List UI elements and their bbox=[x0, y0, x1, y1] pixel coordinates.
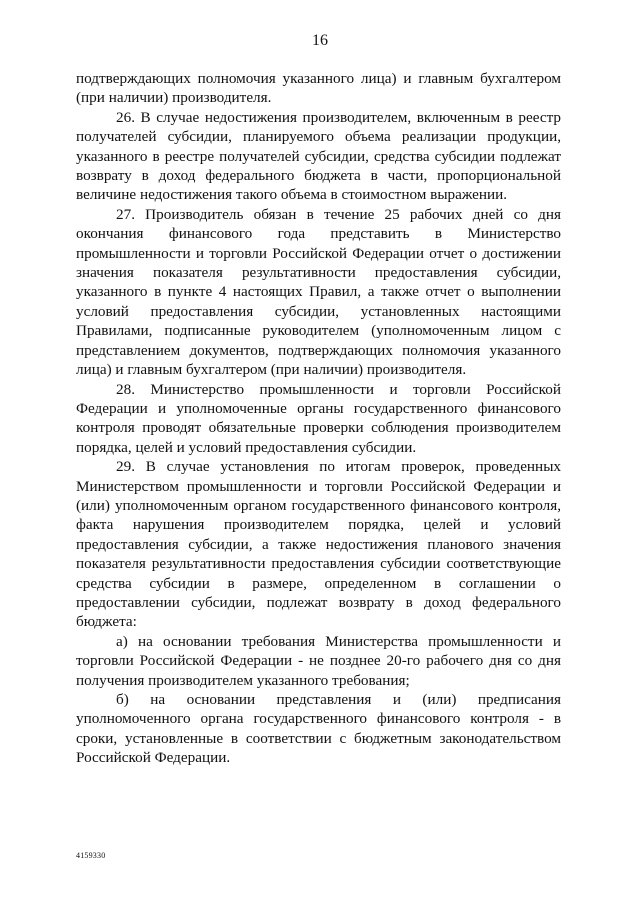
page-number: 16 bbox=[312, 32, 328, 49]
paragraph-27: 27. Производитель обязан в течение 25 рабочих дней со дня окончания финансового года представить в Министерство промышленности и торговли Российской Федерации отчет о достижении значения показателя результативности предоставления субсидии, указанного в пункте 4 настоящих Правил, а также отчет о выполнении условий предоставления субсидии, установленных настоящими Правилами, подписанные руководителем (уполномоченным лицом с представлением документов, подтверждающих полномочия указанного лица) и главным бухгалтером (при наличии) производителя. bbox=[76, 205, 561, 379]
paragraph-26: 26. В случае недостижения производителем, включенным в реестр получателей субсидии, планируемого объема реализации продукции, указанного в реестре получателей субсидии, средства субсидии подлежат возврату в доход федерального бюджета в части, пропорциональной величине недостижения такого объема в стоимостном выражении. bbox=[76, 108, 561, 204]
paragraph-28: 28. Министерство промышленности и торговли Российской Федерации и уполномоченные органы государственного финансового контроля проводят обязательные проверки соблюдения производителем порядка, целей и условий предоставления субсидии. bbox=[76, 380, 561, 456]
paragraph-continuation: подтверждающих полномочия указанного лица) и главным бухгалтером (при наличии) производителя. bbox=[76, 70, 561, 107]
document-code: 4159330 bbox=[76, 851, 106, 860]
subparagraph-a: а) на основании требования Министерства промышленности и торговли Российской Федерации - не позднее 20-го рабочего дня со дня получения производителем указанного требования; bbox=[76, 632, 561, 689]
subparagraph-b: б) на основании представления и (или) предписания уполномоченного органа государственного финансового контроля - в сроки, установленные в соответствии с бюджетным законодательством Российской Федерации. bbox=[76, 691, 561, 767]
document-body bbox=[76, 69, 561, 768]
paragraph-29: 29. В случае установления по итогам проверок, проведенных Министерством промышленности и торговли Российской Федерации и (или) уполномоченным органом государственного финансового контроля, факта нарушения производителем порядка, целей и условий предоставления субсидии, а также недостижения планового значения показателя результативности предоставления субсидии соответствующие средства субсидии в размере, определенном в соглашении о предоставлении субсидии, подлежат возврату в доход федерального бюджета: bbox=[76, 458, 561, 631]
